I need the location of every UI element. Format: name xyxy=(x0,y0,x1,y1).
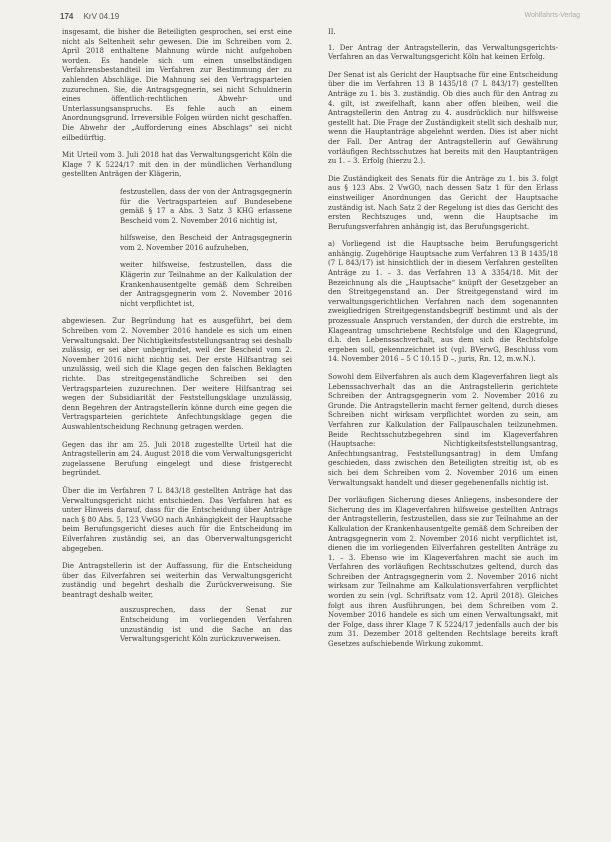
left-column xyxy=(62,28,292,653)
indented-paragraph: festzustellen, dass der von der Antragsgegnerin für die Vertragsparteien auf Bundesebene gemäß § 17 a Abs. 3 Satz 3 KHG erlassene Bescheid vom 2. November 2016 nichtig ist, xyxy=(120,187,292,225)
paragraph: Der vorläufigen Sicherung dieses Anliegens, insbesondere der Sicherung des im Klageverfahren hilfsweise gestellten Antrags der Antragstellerin, festzustellen, dass sie zur Teilnahme an der Kalkulation der Krankenhausentgelte gemäß dem Schreiben der Antragsgegnerin vom 2. November 2016 nicht verpflichtet ist, dienen die im vorliegenden Eilverfahren gestellten Anträge zu 1. – 3. Ebenso wie im Klageverfahren macht sie auch im Verfahren des vorläufigen Rechtsschutzes geltend, durch das Schreiben der Antragsgegnerin vom 2. November 2016 nicht wirksam zur Teilnahme am Kalkulationsverfahren verpflichtet worden zu sein (vgl. Schriftsatz vom 12. April 2018). Gleiches folgt aus ihren Ausführungen, bei dem Schreiben vom 2. November 2016 handele es sich um einen Verwaltungsakt, mit der Folge, dass ihrer Klage 7 K 5224/17 jedenfalls auch der bis zum 31. Dezember 2018 geltenden Rechtslage bereits kraft Gesetzes aufschiebende Wirkung zukommt. xyxy=(328,496,558,649)
paragraph: Über die im Verfahren 7 L 843/18 gestellten Anträge hat das Verwaltungsgericht nicht entschieden. Das Verfahren hat es unter Hinweis darauf, dass für die Entscheidung über Anträge nach § 80 Abs. 5, 123 VwGO nach Anhängigkeit der Hauptsache beim Berufungsgericht dieses auch für die Entscheidung im Eilverfahren zuständig sei, an das Oberverwaltungsgericht abgegeben. xyxy=(62,486,292,553)
paragraph: a) Vorliegend ist die Hauptsache beim Berufungsgericht anhängig. Zugehörige Hauptsache zum Verfahren 13 B 1435/18 (7 L 843/17) ist hinsichtlich der in diesem Verfahren gestellten Anträge zu 1. – 3. das Verfahren 13 A 3354/18. Mit der Bezeichnung als die „Hauptsache“ knüpft der Gesetzgeber an den Streitgegenstand an. Der Streitgegenstand wird im verwaltungsgerichtlichen Verfahren nach dem sogenannten zweigliedrigen Streitgegenstandsbegriff bestimmt und als der prozessuale Anspruch verstanden, der durch die erstrebte, im Klageantrag umschriebene Rechtsfolge und den Klagegrund, d.h. den Lebenssachverhalt, aus dem sich die Rechtsfolge ergeben soll, gekennzeichnet ist (vgl. BVerwG, Beschluss vom 14. November 2016 – 5 C 10.15 D –, juris, Rn. 12, m.w.N.). xyxy=(328,240,558,364)
header-right-text: Wohlfahrts-Verlag xyxy=(524,12,580,19)
paragraph: Mit Urteil vom 3. Juli 2018 hat das Verwaltungsgericht Köln die Klage 7 K 5224/17 mit den in der mündlichen Verhandlung gestellten Anträgen der Klägerin, xyxy=(62,151,292,179)
paragraph: Die Zuständigkeit des Senats für die Anträge zu 1. bis 3. folgt aus § 123 Abs. 2 VwGO, nach dessen Satz 1 für den Erlass einstweiliger Anordnungen das Gericht der Hauptsache zuständig ist. Nach Satz 2 der Regelung ist dies das Gericht des ersten Rechtszuges und, wenn die Hauptsache im Berufungsverfahren anhängig ist, das Berufungsgericht. xyxy=(328,174,558,231)
indented-paragraph: auszusprechen, dass der Senat zur Entscheidung im vorliegenden Verfahren unzuständig ist und die Sache an das Verwaltungsgericht Köln zurückzuverweisen. xyxy=(120,606,292,644)
paragraph: Der Senat ist als Gericht der Hauptsache für eine Entscheidung über die im Verfahren 13 B 1435/18 (7 L 843/17) gestellten Anträge zu 1. bis 3. zuständig. Ob dies auch für den Antrag zu 4. gilt, ist zweifelhaft, kann aber offen bleiben, weil die Antragstellerin den Antrag zu 4. ausdrücklich nur hilfsweise gestellt hat. Die Frage der Zuständigkeit stellt sich deshalb nur, wenn die Hauptanträge abgelehnt werden. Dies ist aber nicht der Fall. Der Antrag der Antragstellerin auf Gewährung vorläufigen Rechtsschutzes hat bereits mit den Hauptanträgen zu 1. – 3. Erfolg (hierzu 2.). xyxy=(328,70,558,166)
paragraph: abgewiesen. Zur Begründung hat es ausgeführt, bei dem Schreiben vom 2. November 2016 handele es sich um einen Verwaltungsakt. Der Nichtigkeitsfeststellungsantrag sei deshalb zulässig, er sei aber unbegründet, weil der Bescheid vom 2. November 2016 nicht nichtig sei. Der erste Hilfsantrag sei unzulässig, weil sich die Klage gegen den falschen Beklagten richte. Das streitgegenständliche Schreiben sei den Vertragsparteien zuzurechnen. Der weitere Hilfsantrag sei wegen der Subsidiarität der Feststellungsklage unzulässig, denn Begehren der Antragstellerin könne durch eine gegen die Vertragsparteien gerichtete Anfechtungsklage gegen die Auswahlentscheidung Rechnung getragen werden. xyxy=(62,317,292,431)
paragraph: Gegen das ihr am 25. Juli 2018 zugestellte Urteil hat die Antragstellerin am 24. August 2018 die vom Verwaltungsgericht zugelassene Berufung eingelegt und diese fristgerecht begründet. xyxy=(62,440,292,478)
page-number: 174 xyxy=(60,12,74,21)
indented-paragraph: hilfsweise, den Bescheid der Antragsgegnerin vom 2. November 2016 aufzuheben, xyxy=(120,234,292,252)
paragraph: Die Antragstellerin ist der Auffassung, für die Entscheidung über das Eilverfahren sei weiterhin das Verwaltungsgericht zuständig und begehrt deshalb die Zurückverweisung. Sie beantragt deshalb weiter, xyxy=(62,562,292,599)
paragraph: 1. Der Antrag der Antragstellerin, das Verwaltungsgerichts-Verfahren an das Verwaltungsgericht Köln hat keinen Erfolg. xyxy=(328,43,558,62)
section-heading: II. xyxy=(328,28,336,36)
indented-paragraph: weiter hilfsweise, festzustellen, dass die Klägerin zur Teilnahme an der Kalkulation der Krankenhausentgelte gemäß dem Schreiben der Antragsgegnerin vom 2. November 2016 nicht verpflichtet ist, xyxy=(120,261,292,308)
paragraph: Sowohl dem Eilverfahren als auch dem Klageverfahren liegt als Lebenssachverhalt das an die Antragstellerin gerichtete Schreiben der Antragsgegnerin vom 2. November 2016 zu Grunde. Die Antragstellerin macht ferner geltend, durch dieses Schreiben nicht wirksam verpflichtet worden zu sein, am Verfahren zur Kalkulation der Fallpauschalen teilzunehmen. Beide Rechtsschutzbegehren sind im Klageverfahren (Hauptsache: Nichtigkeitsfeststellungsantrag, Anfechtungsantrag, Feststellungsantrag) in dem Umfang geschieden, dass zwischen den Beteiligten streitig ist, ob es sich bei dem Schreiben vom 2. November 2016 um einen Verwaltungsakt handelt und dieser gegebenenfalls nichtig ist. xyxy=(328,373,558,487)
paragraph: insgesamt, die bisher die Beteiligten gesprochen, sei erst eine nicht als Seltenheit sehr gewesen. Die im Schreiben vom 2. April 2018 enthaltene Mahnung würde nicht aufgehoben worden. Es handele sich um einen unselbständigen Verfahrensbestandteil im Verfahren zur Bestimmung der zu zahlenden Abschläge. Die Mahnung sei den Vertragsparteien zuzurechnen. Sie, die Antragsgegnerin, sei nicht Schuldnerin eines öffentlich-rechtlichen Abwehr- und Unterlassungsanspruchs. Es fehle auch an einem Anordnungsgrund. Irreversible Folgen würden nicht geschaffen. Die Abwehr der „Aufforderung eines Abschlags“ sei nicht eilbedürftig. xyxy=(62,28,292,142)
right-column xyxy=(328,28,558,658)
journal-label: KrV 04.19 xyxy=(83,12,120,21)
page-header xyxy=(60,12,580,21)
